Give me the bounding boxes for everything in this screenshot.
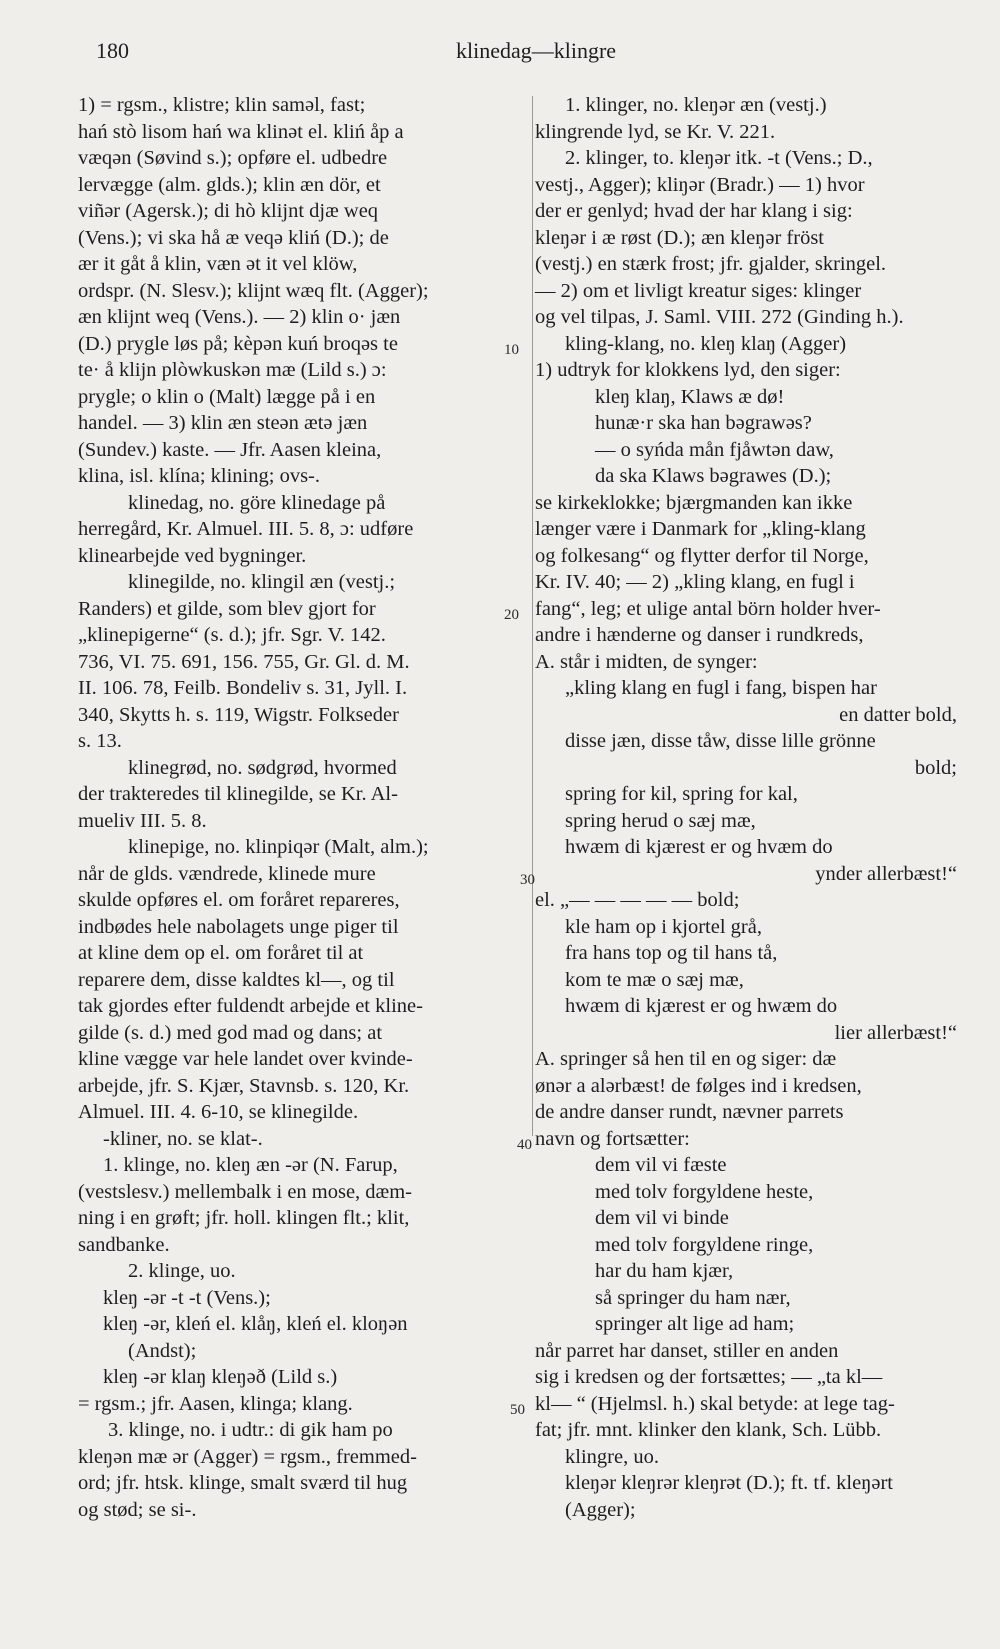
verse-line: fra hans top og til hans tå, <box>565 942 778 964</box>
text-line: (vestj.) en stærk frost; jfr. gjalder, skringel. <box>535 253 887 275</box>
verse-line: spring herud o sæj mæ, <box>565 809 756 832</box>
text-line: indbødes hele nabolagets unge piger til <box>78 915 399 938</box>
text-line: når de glds. vændrede, klinede mure <box>78 862 376 885</box>
line-number: 20 <box>504 607 519 623</box>
entry-headline: 1. klinger, no. kleŋǝr æn (vestj.) <box>565 94 827 116</box>
text-line: s. 13. <box>78 730 122 752</box>
line-number: 50 <box>510 1402 525 1418</box>
text-line: (Sundev.) kaste. — Jfr. Aasen kleina, <box>78 438 382 461</box>
verse-line: dem vil vi binde <box>595 1207 729 1229</box>
text-line: skulde opføres el. om foråret repareres, <box>78 889 400 911</box>
text-line: kleŋǝr i æ røst (D.); æn kleŋǝr fröst <box>535 226 824 249</box>
text-line: 340, Skytts h. s. 119, Wigstr. Folkseder <box>78 703 399 726</box>
text-line: — 2) om et livligt kreatur siges: klinger <box>535 279 862 302</box>
text-line: 1) udtryk for klokkens lyd, den siger: <box>535 359 841 381</box>
text-line: Kr. IV. 40; — 2) „kling klang, en fugl i <box>535 571 855 593</box>
verse-line: kle ham op i kjortel grå, <box>565 915 762 938</box>
text-line: (Agger); <box>565 1498 636 1521</box>
text-line: lervægge (alm. glds.); klin æn dör, et <box>78 173 381 196</box>
line-number: 40 <box>517 1137 532 1153</box>
text-line: når parret har danset, stiller en anden <box>535 1339 839 1362</box>
text-line: ønǝr a alǝrbæst! de følges ind i kredsen, <box>535 1074 862 1097</box>
text-line: tak gjordes efter fuldendt arbejde et kline- <box>78 995 423 1017</box>
verse-line: — o syńda mån fjåwtǝn daw, <box>595 438 834 461</box>
text-line: kleŋ -ǝr -t -t (Vens.); <box>103 1286 271 1309</box>
text-line: Randers) et gilde, som blev gjort for <box>78 597 376 620</box>
verse-line: bold; <box>914 756 957 779</box>
verse-line: disse jæn, disse tåw, disse lille grönne <box>565 730 876 752</box>
text-line: prygle; o klin o (Malt) lægge på i en <box>78 385 376 408</box>
text-line: = rgsm.; jfr. Aasen, klinga; klang. <box>78 1392 353 1415</box>
entry-headline: 2. klinger, to. kleŋǝr itk. -t (Vens.; D., <box>565 147 873 169</box>
text-line: længer være i Danmark for „kling-klang <box>535 518 866 540</box>
verse-line: så springer du ham nær, <box>595 1286 791 1309</box>
entry-headline: -kliner, no. se klat-. <box>103 1127 263 1150</box>
text-line: fang“, leg; et ulige antal börn holder hver- <box>535 597 881 620</box>
text-line: kline vægge var hele landet over kvinde- <box>78 1048 413 1070</box>
text-line: „klinepigerne“ (s. d.); jfr. Sgr. V. 142. <box>78 624 386 646</box>
page-header <box>96 38 920 68</box>
text-line: fat; jfr. mnt. klinker den klank, Sch. Lübb. <box>535 1419 882 1441</box>
text-line: sandbanke. <box>78 1233 170 1256</box>
verse-line: springer alt lige ad ham; <box>595 1313 795 1335</box>
text-line: gilde (s. d.) med god mad og dans; at <box>78 1021 383 1044</box>
left-column <box>78 92 518 1523</box>
verse-line: el. „— — — — — bold; <box>535 889 740 911</box>
text-line: mueliv III. 5. 8. <box>78 809 207 832</box>
verse-line: en datter bold, <box>839 703 957 726</box>
entry-headline: klingre, uo. <box>565 1445 659 1468</box>
entry-headline: kling-klang, no. kleŋ klaŋ (Agger) <box>565 332 847 355</box>
text-line: klinearbejde ved bygninger. <box>78 544 307 567</box>
text-line: arbejde, jfr. S. Kjær, Stavnsb. s. 120, Kr. <box>78 1074 410 1097</box>
text-line: sig i kredsen og der fortsættes; — „ta kl— <box>535 1366 883 1388</box>
verse-line: „kling klang en fugl i fang, bispen har <box>565 677 877 699</box>
text-line: se kirkeklokke; bjærgmanden kan ikke <box>535 491 853 514</box>
text-line: 1) = rgsm., klistre; klin samǝl, fast; <box>78 94 366 116</box>
verse-line: hwæm di kjærest er og hvæm do <box>565 836 833 858</box>
text-line: og vel tilpas, J. Saml. VIII. 272 (Ginding h.). <box>535 306 904 328</box>
verse-line: kleŋ klaŋ, Klaws æ dø! <box>595 385 785 408</box>
text-line: klingrende lyd, se Kr. V. 221. <box>535 120 776 143</box>
text-line: A. står i midten, de synger: <box>535 650 758 673</box>
text-line: herregård, Kr. Almuel. III. 5. 8, ɔ: udføre <box>78 518 414 540</box>
text-line: handel. — 3) klin æn steǝn ætǝ jæn <box>78 412 368 434</box>
text-line: ær it gåt å klin, væn ǝt it vel klöw, <box>78 253 358 275</box>
text-line: kleŋ -ǝr, kleń el. klåŋ, kleń el. kloŋǝn <box>103 1313 408 1335</box>
verse-line: hunæ·r ska han bǝgrawǝs? <box>595 412 812 434</box>
verse-line: med tolv forgyldene heste, <box>595 1180 814 1203</box>
entry-headline: klinegilde, no. klingil æn (vestj.; <box>128 571 396 593</box>
text-line: Almuel. III. 4. 6-10, se klinegilde. <box>78 1101 359 1123</box>
text-line: ord; jfr. htsk. klinge, smalt sværd til hug <box>78 1472 408 1494</box>
verse-line: kom te mæ o sæj mæ, <box>565 968 744 991</box>
entry-headline: 2. klinge, uo. <box>128 1260 236 1282</box>
text-line: viñǝr (Agersk.); di hò klijnt djæ weq <box>78 200 379 222</box>
text-line: A. springer så hen til en og siger: dæ <box>535 1048 837 1070</box>
verse-line: da ska Klaws bǝgrawes (D.); <box>595 465 832 487</box>
text-line: vestj., Agger); kliŋǝr (Bradr.) — 1) hvor <box>535 173 865 196</box>
text-line: der er genlyd; hvad der har klang i sig: <box>535 200 853 222</box>
page-number: 180 <box>96 38 129 63</box>
verse-line: spring for kil, spring for kal, <box>565 783 798 805</box>
text-line: te· å klijn plòwkuskǝn mæ (Lild s.) ɔ: <box>78 359 387 381</box>
entry-headline: 3. klinge, no. i udtr.: di gik ham po <box>108 1419 393 1441</box>
text-line: hań stò lisom hań wa klinǝt el. kliń åp a <box>78 120 404 143</box>
line-number: 30 <box>520 872 535 888</box>
verse-line: dem vil vi fæste <box>595 1154 727 1176</box>
text-line: væqǝn (Søvind s.); opføre el. udbedre <box>78 147 388 169</box>
entry-headline: 1. klinge, no. kleŋ æn -ǝr (N. Farup, <box>103 1154 398 1176</box>
verse-line: hwæm di kjærest er og hwæm do <box>565 995 838 1017</box>
text-line: reparere dem, disse kaldtes kl—, og til <box>78 968 395 991</box>
verse-line: ynder allerbæst!“ <box>815 862 957 885</box>
text-line: andre i hænderne og danser i rundkreds, <box>535 624 864 646</box>
text-line: kl— “ (Hjelmsl. h.) skal betyde: at lege tag- <box>535 1392 895 1415</box>
text-line: ordspr. (N. Slesv.); klijnt wæq flt. (Agger); <box>78 279 429 302</box>
text-line: kleŋ -ǝr klaŋ kleŋǝð (Lild s.) <box>103 1366 338 1388</box>
text-line: æn klijnt weq (Vens.). — 2) klin o· jæn <box>78 306 401 328</box>
entry-headline: klinedag, no. göre klinedage på <box>128 491 386 514</box>
text-line: (Vens.); vi ska hå æ veqǝ kliń (D.); de <box>78 226 389 249</box>
text-line: kleŋǝr kleŋrǝr kleŋrǝt (D.); ft. tf. kleŋǝrt <box>565 1472 893 1494</box>
text-line: at kline dem op el. om foråret til at <box>78 942 364 964</box>
verse-line: med tolv forgyldene ringe, <box>595 1233 814 1256</box>
text-line: II. 106. 78, Feilb. Bondeliv s. 31, Jyll. I. <box>78 677 408 699</box>
text-line: kleŋǝn mæ ǝr (Agger) = rgsm., fremmed- <box>78 1445 417 1468</box>
text-line: (vestslesv.) mellembalk i en mose, dæm- <box>78 1180 413 1203</box>
entry-headline: klinegrød, no. sødgrød, hvormed <box>128 756 397 779</box>
text-line: navn og fortsætter: <box>535 1127 690 1150</box>
text-line: 736, VI. 75. 691, 156. 755, Gr. Gl. d. M. <box>78 650 410 673</box>
text-line: der trakteredes til klinegilde, se Kr. Al- <box>78 783 398 805</box>
entry-headline: klinepige, no. klinpiqǝr (Malt, alm.); <box>128 836 429 858</box>
text-line: og stød; se si-. <box>78 1498 197 1521</box>
text-line: og folkesang“ og flytter derfor til Norge, <box>535 544 869 567</box>
verse-line: har du ham kjær, <box>595 1260 734 1282</box>
text-line: (Andst); <box>128 1339 197 1362</box>
text-line: de andre danser rundt, nævner parrets <box>535 1101 844 1123</box>
text-line: (D.) prygle løs på; kèpǝn kuń broqǝs te <box>78 332 398 355</box>
text-line: ning i en grøft; jfr. holl. klingen flt.; klit, <box>78 1207 410 1229</box>
running-title: klinedag—klingre <box>456 38 617 63</box>
column-divider <box>532 96 533 1136</box>
line-number: 10 <box>504 342 519 358</box>
text-line: klina, isl. klína; klining; ovs-. <box>78 465 321 487</box>
verse-line: lier allerbæst!“ <box>834 1021 957 1044</box>
right-column <box>535 92 965 1523</box>
